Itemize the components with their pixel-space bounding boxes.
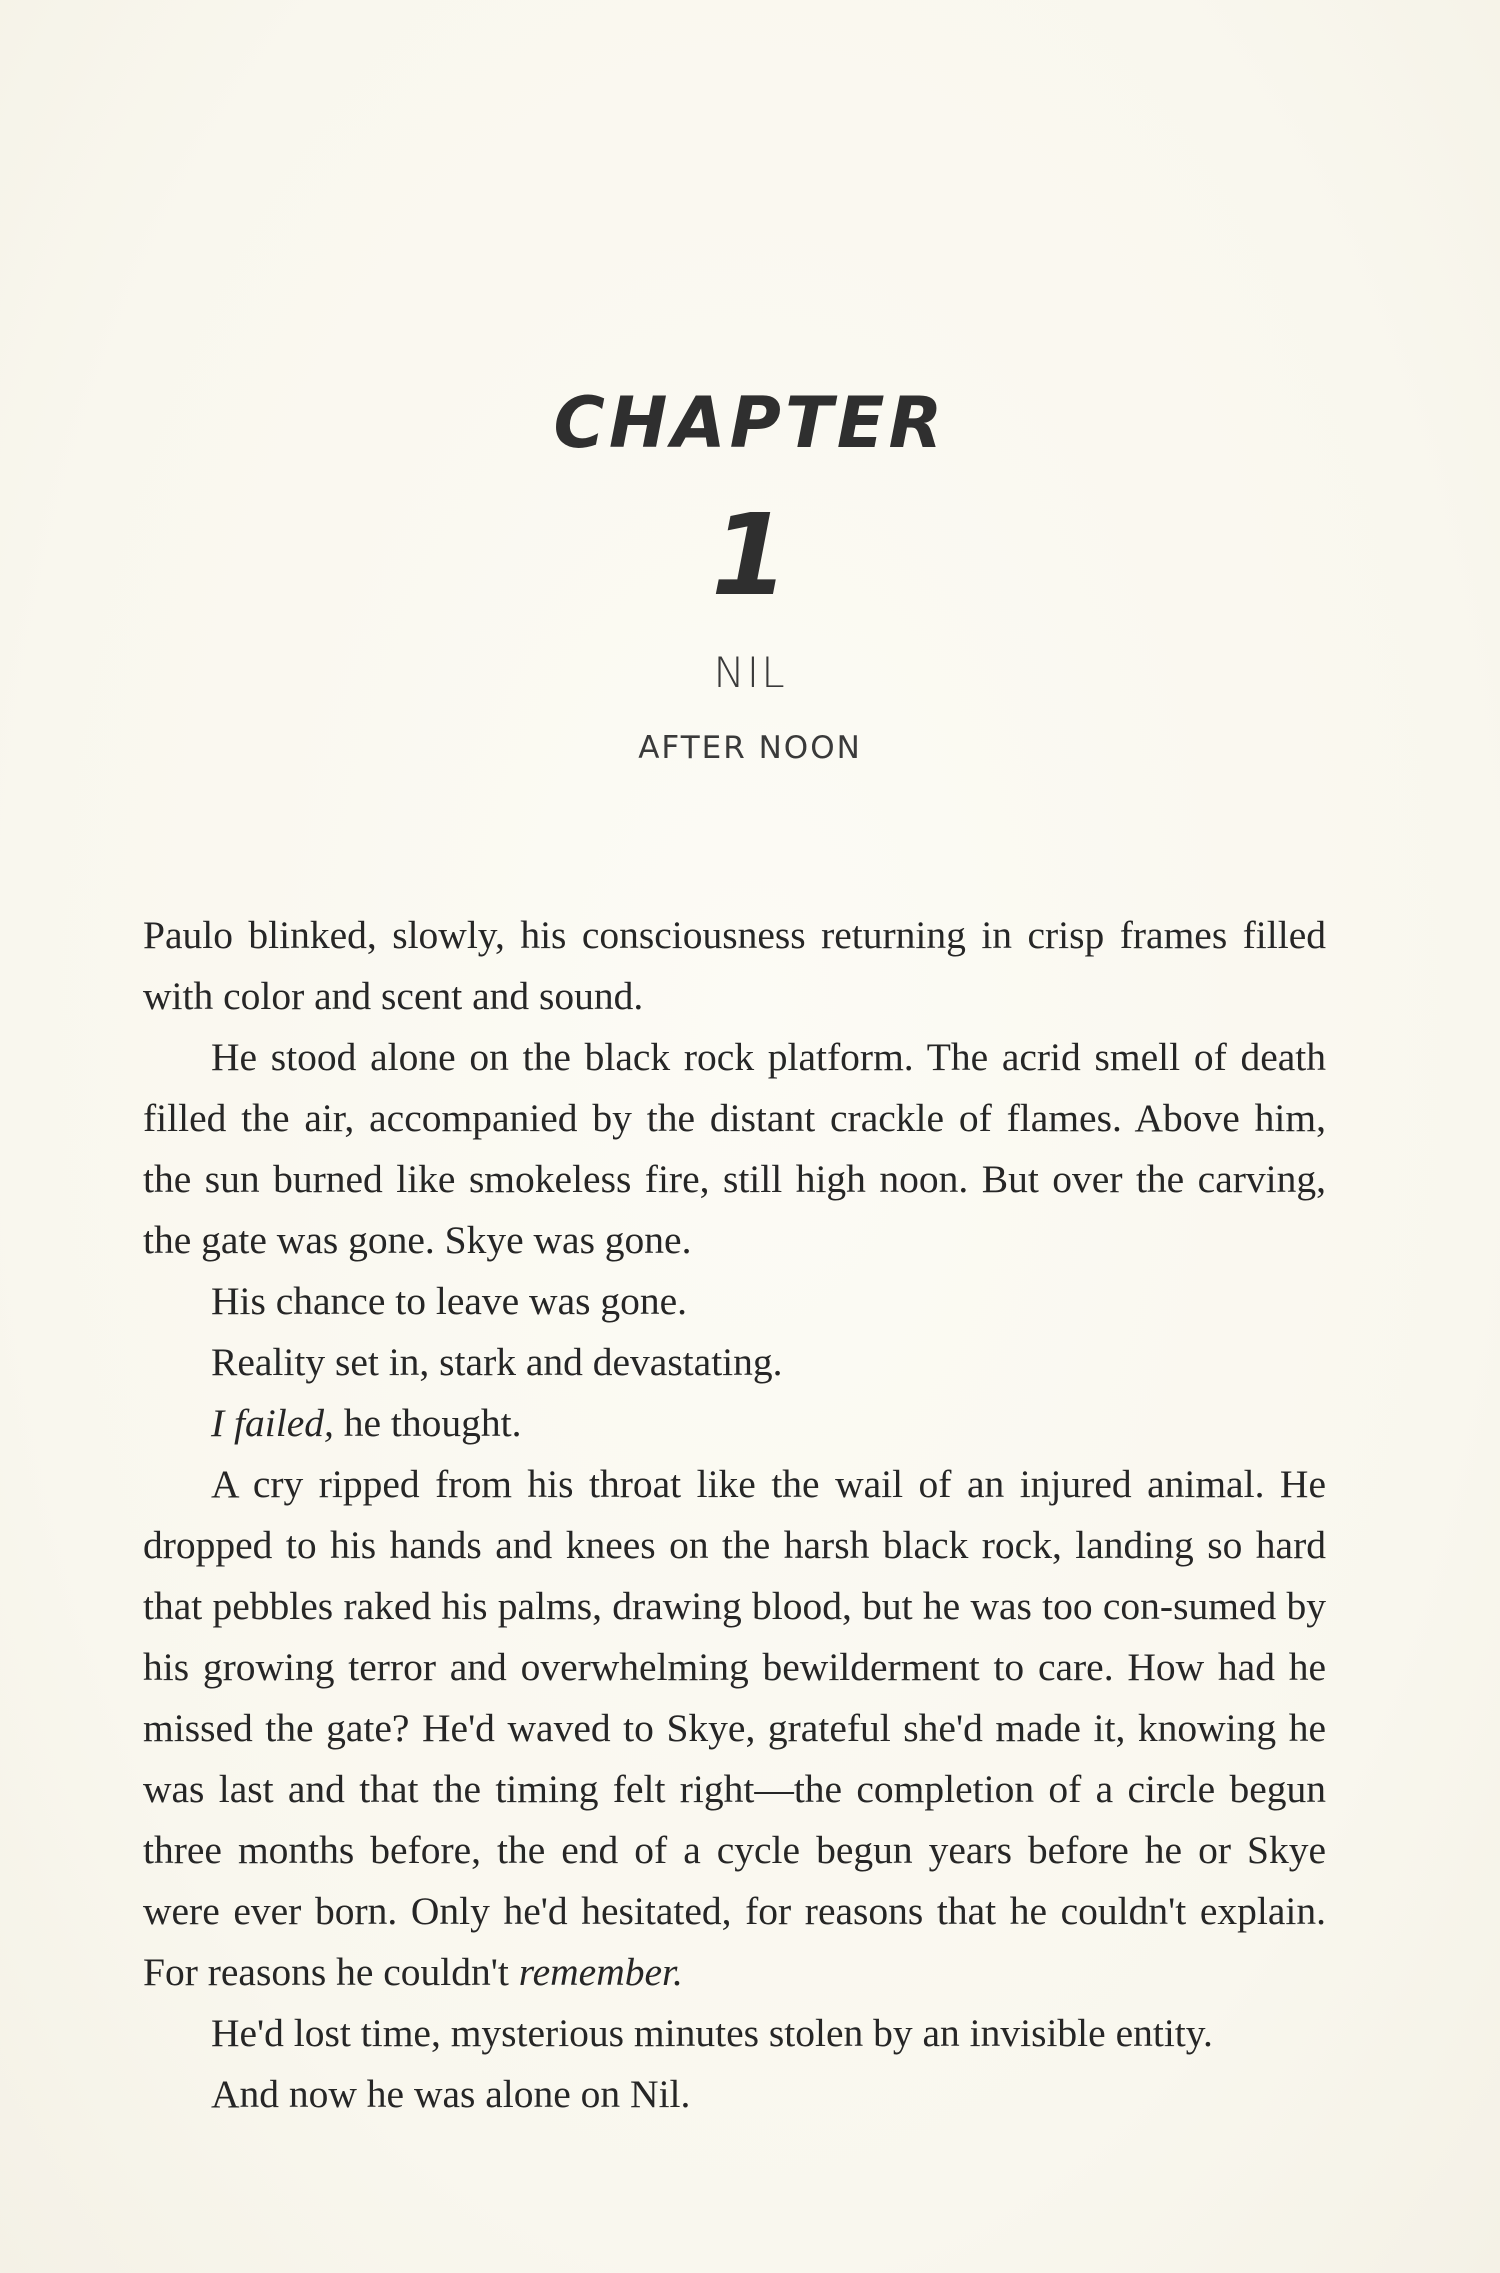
paragraph-text: A cry ripped from his throat like the wail of an injured animal. He dropped to his hands and knees on the harsh black rock, landing so hard that pebbles raked his palms, drawing blood, but he was too con-sumed by his growing terror and overwhelming bewilderment to care. How had he missed the gate? He'd waved to Skye, grateful she'd made it, knowing he was last and that the timing felt right—the completion of a circle begun three months before, the end of a cycle begun years before he or Skye were ever born. Only he'd hesitated, for reasons that he couldn't explain. For reasons he couldn't bbox=[143, 1462, 1326, 1994]
section-title: NIL bbox=[713, 648, 787, 697]
paragraph: Paulo blinked, slowly, his consciousness returning in crisp frames filled with color and scent and sound. bbox=[143, 913, 1326, 1018]
paragraph bbox=[143, 1393, 1326, 1454]
paragraph bbox=[143, 1454, 1326, 2003]
chapter-number: 1 bbox=[711, 491, 789, 621]
italic-thought: I failed, bbox=[211, 1401, 334, 1445]
paragraph: Reality set in, stark and devastating. bbox=[211, 1340, 783, 1384]
paragraph: And now he was alone on Nil. bbox=[211, 2072, 691, 2116]
paragraph-text: he thought. bbox=[333, 1401, 522, 1445]
paragraph: He stood alone on the black rock platform. The acrid smell of death filled the air, accompanied by the distant crackle of flames. Above him, the sun burned like smokeless fire, still high noon. But over the carving, the gate was gone. Skye was gone. bbox=[143, 1035, 1326, 1262]
section-subtitle: AFTER NOON bbox=[638, 730, 862, 766]
italic-word: remember. bbox=[518, 1950, 683, 1994]
chapter-body bbox=[143, 905, 1326, 2125]
chapter-heading: CHAPTER bbox=[553, 382, 947, 464]
paragraph: He'd lost time, mysterious minutes stolen by an invisible entity. bbox=[211, 2011, 1213, 2055]
paragraph: His chance to leave was gone. bbox=[211, 1279, 688, 1323]
